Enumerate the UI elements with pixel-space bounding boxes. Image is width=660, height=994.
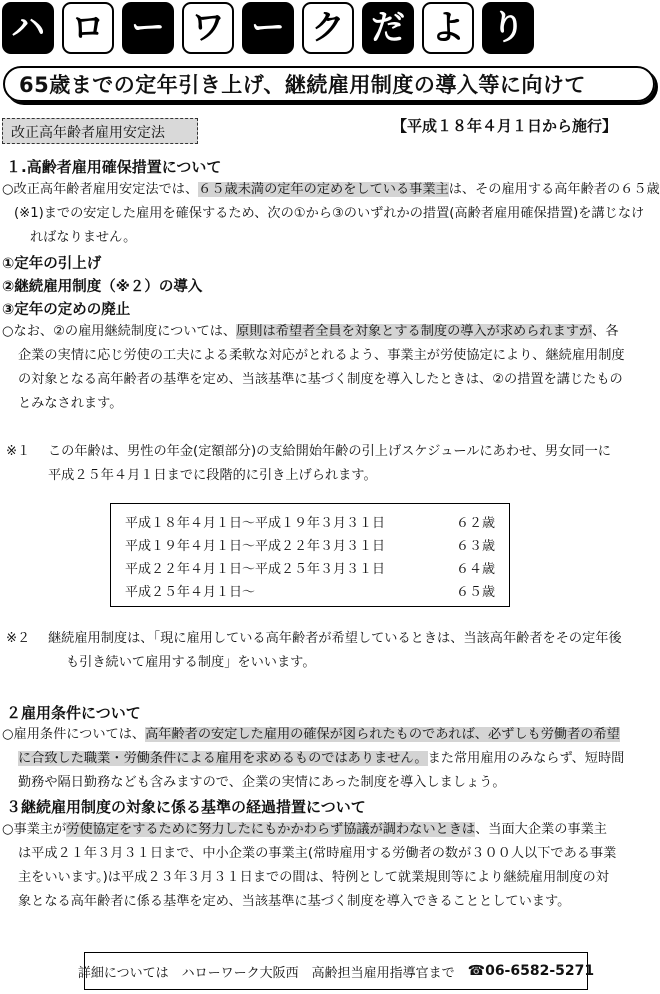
section1-heading: １.高齢者雇用確保措置について (6, 158, 222, 176)
title-tile: よ (422, 2, 474, 54)
section3-heading: ３継続雇用制度の対象に係る基準の経過措置について (6, 798, 366, 816)
title-tile: だ (362, 2, 414, 54)
title-tile: ハ (2, 2, 54, 54)
section2-line2 (18, 747, 624, 771)
subtitle-banner (3, 66, 655, 102)
highlight-span: 協議が調わないときは (343, 822, 476, 837)
title-tile: ワ (182, 2, 234, 54)
contact-footer (77, 952, 595, 990)
note1-line1: この年齢は、男性の年金(定額部分)の支給開始年齢の引上げスケジュールにあわせ、男女同一に (48, 444, 611, 459)
section3-line4: 象となる高年齢者に係る基準を定め、当該基準に基づく制度を導入できることとしています。 (18, 894, 571, 909)
age-value: ６４歳 (455, 562, 495, 577)
section2-line1 (2, 723, 620, 747)
age-period: 平成１９年４月１日～平成２２年３月３１日 (125, 539, 386, 554)
age-row (125, 512, 495, 531)
highlight-span: 労使協定をするために努力したにもかかわらず (66, 822, 344, 837)
text-span: 、当面大企業の事業主 (475, 822, 607, 837)
text-span: 、各 (592, 324, 619, 339)
text-span: ○雇用条件については、 (2, 727, 146, 742)
title-tile: ー (122, 2, 174, 54)
section1-paragraph1-line2: (※1)までの安定した雇用を確保するため、次の①から③のいずれかの措置(高齢者雇用確保措置)を講じなけ (14, 206, 645, 221)
text-span: ○事業主が (2, 822, 67, 837)
section3-line3: 主をいいます。)は平成２３年３月３１日までの間は、特例として就業規則等により継続雇用制度の対 (18, 870, 609, 885)
age-period: 平成２５年４月１日～ (125, 585, 256, 600)
title-tile: ロ (62, 2, 114, 54)
text-span: は、その雇用する高年齢者の６５歳 (448, 182, 660, 197)
measure-item: ①定年の引上げ (2, 256, 102, 272)
section1-paragraph1-line3: ればなりません。 (30, 230, 137, 245)
footer-text: 詳細については ハローワーク大阪西 高齢担当雇用指導官まで (77, 965, 468, 981)
section1-paragraph2-line3: の対象となる高年齢者の基準を定め、当該基準に基づく制度を導入したときは、②の措置を講じたもの (18, 372, 623, 387)
section2-heading: ２雇用条件について (6, 704, 141, 722)
section3-line2: は平成２１年３月３１日まで、中小企業の事業主(常時雇用する労働者の数が３００人以下である事業 (18, 846, 617, 861)
highlight-span: 高年齢者の安定した雇用の確保が図られたものであれば、必ずしも労働者の希望 (145, 727, 620, 742)
section2-line3: 勤務や隔日勤務なども含みますので、企業の実情にあった制度を導入しましょう。 (18, 775, 506, 790)
law-label-box: 改正高年齢者雇用安定法 (2, 118, 198, 144)
section3-line1 (2, 818, 607, 842)
text-span: ○なお、②の雇用継続制度については、 (2, 324, 237, 339)
age-period: 平成１８年４月１日～平成１９年３月３１日 (125, 516, 386, 531)
age-period: 平成２２年４月１日～平成２５年３月３１日 (125, 562, 386, 577)
measure-item: ②継続雇用制度（※２）の導入 (2, 279, 203, 295)
section1-paragraph2-line1 (2, 320, 619, 344)
highlight-span: 原則は希望者全員を対象とする制度の導入が求められますが (236, 324, 593, 339)
title-tile: り (482, 2, 534, 54)
age-row (125, 581, 495, 600)
text-span: ○改正高年齢者雇用安定法では、 (2, 182, 199, 197)
age-value: ６２歳 (455, 516, 495, 531)
effective-date: 【平成１８年４月１日から施行】 (392, 117, 618, 135)
subtitle-text: 65歳までの定年引き上げ、継続雇用制度の導入等に向けて (19, 73, 586, 97)
highlight-span: ６５歳未満の定年の定めをしている事業主 (198, 182, 449, 197)
measure-item: ③定年の定めの廃止 (2, 302, 131, 318)
text-span: また常用雇用のみならず、短時間 (427, 751, 625, 766)
note1-line2: 平成２５年４月１日までに段階的に引き上げられます。 (48, 468, 377, 483)
age-row (125, 558, 495, 577)
note2-mark: ※２ (6, 631, 31, 646)
highlight-span: に合致した職業・労働条件による雇用を求めるものではありません。 (18, 751, 428, 766)
age-value: ６３歳 (455, 539, 495, 554)
age-row (125, 535, 495, 554)
title-tile: ク (302, 2, 354, 54)
section1-paragraph2-line2: 企業の実情に応じ労使の工夫による柔軟な対応がとれるよう、事業主が労使協定により、継続雇用制度 (18, 348, 625, 363)
header-title-tiles (2, 2, 542, 58)
phone-number: ☎06-6582-5271 (467, 963, 595, 979)
section1-paragraph1-line1 (2, 178, 660, 202)
note2-line1: 継続雇用制度は、「現に雇用している高年齢者が希望しているときは、当該高年齢者をその定年後 (48, 631, 622, 646)
age-schedule-table (110, 503, 510, 607)
note2-line2: も引き続いて雇用する制度」をいいます。 (66, 655, 316, 670)
note1-mark: ※１ (6, 444, 31, 459)
age-value: ６５歳 (455, 585, 495, 600)
title-tile: ー (242, 2, 294, 54)
section1-paragraph2-line4: とみなされます。 (18, 396, 123, 411)
